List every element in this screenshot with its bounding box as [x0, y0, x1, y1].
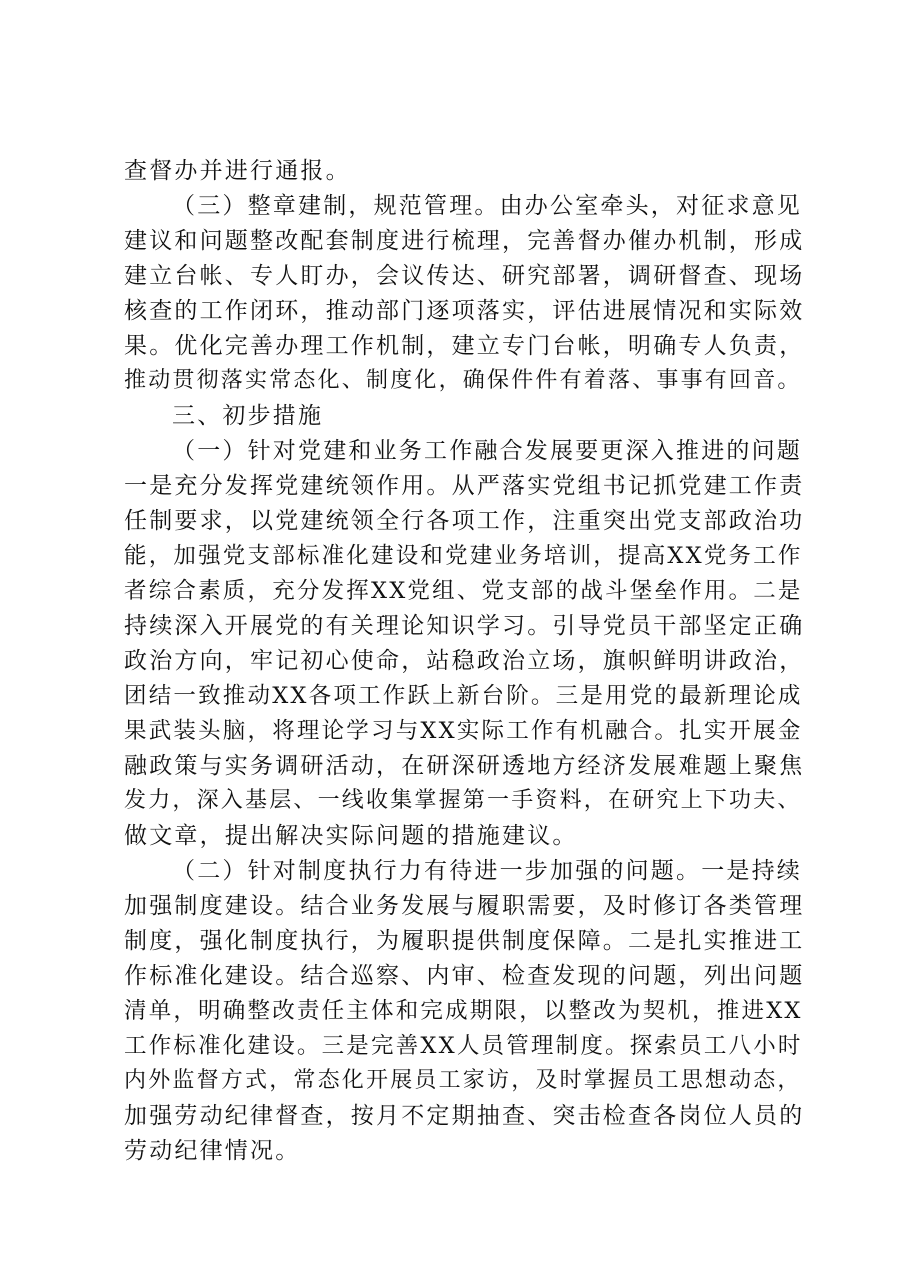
text-line: 融政策与实务调研活动，在研深研透地方经济发展难题上聚焦: [124, 753, 805, 779]
section-heading: 三、初步措施: [172, 403, 324, 429]
text-line: （三）整章建制，规范管理。由办公室牵头，对征求意见: [172, 193, 802, 219]
text-line: 建立台帐、专人盯办，会议传达、研究部署，调研督查、现场: [124, 263, 805, 289]
text-line: 持续深入开展党的有关理论知识学习。引导党员干部坚定正确: [124, 613, 805, 639]
text-line: 一是充分发挥党建统领作用。从严落实党组书记抓党建工作责: [124, 473, 805, 499]
text-line: 果。优化完善办理工作机制，建立专门台帐，明确专人负责，: [124, 333, 805, 359]
text-line: 查督办并进行通报。: [124, 158, 351, 184]
text-line: 者综合素质，充分发挥XX党组、党支部的战斗堡垒作用。二是: [124, 578, 803, 604]
text-line: 制度，强化制度执行，为履职提供制度保障。二是扎实推进工: [124, 928, 805, 954]
text-line: 核查的工作闭环，推动部门逐项落实，评估进展情况和实际效: [124, 298, 805, 324]
text-line: 内外监督方式，常态化开展员工家访，及时掌握员工思想动态，: [124, 1068, 802, 1093]
text-line: 果武装头脑，将理论学习与XX实际工作有机融合。扎实开展金: [124, 718, 803, 744]
text-line: （一）针对党建和业务工作融合发展要更深入推进的问题: [172, 438, 802, 464]
text-line: 加强劳动纪律督查，按月不定期抽查、突击检查各岗位人员的: [124, 1103, 805, 1129]
text-line: 政治方向，牢记初心使命，站稳政治立场，旗帜鲜明讲政治，: [124, 648, 805, 674]
text-line: 工作标准化建设。三是完善XX人员管理制度。探索员工八小时: [124, 1033, 803, 1059]
text-line: 建议和问题整改配套制度进行梳理，完善督办催办机制，形成: [124, 228, 805, 254]
text-line: 清单，明确整改责任主体和完成期限，以整改为契机，推进XX: [124, 998, 803, 1024]
text-line: 做文章，提出解决实际问题的措施建议。: [124, 823, 578, 849]
text-line: 团结一致推动XX各项工作跃上新台阶。三是用党的最新理论成: [124, 683, 803, 709]
text-line: 发力，深入基层、一线收集掌握第一手资料，在研究上下功夫、: [124, 788, 802, 813]
text-line: （二）针对制度执行力有待进一步加强的问题。一是持续: [172, 858, 802, 884]
text-line: 劳动纪律情况。: [124, 1138, 301, 1164]
text-line: 推动贯彻落实常态化、制度化，确保件件有着落、事事有回音。: [124, 368, 802, 393]
text-line: 能，加强党支部标准化建设和党建业务培训，提高XX党务工作: [124, 543, 803, 569]
text-line: 作标准化建设。结合巡察、内审、检查发现的问题，列出问题: [124, 963, 805, 989]
text-line: 任制要求，以党建统领全行各项工作，注重突出党支部政治功: [124, 508, 805, 534]
text-line: 加强制度建设。结合业务发展与履职需要，及时修订各类管理: [124, 893, 805, 919]
